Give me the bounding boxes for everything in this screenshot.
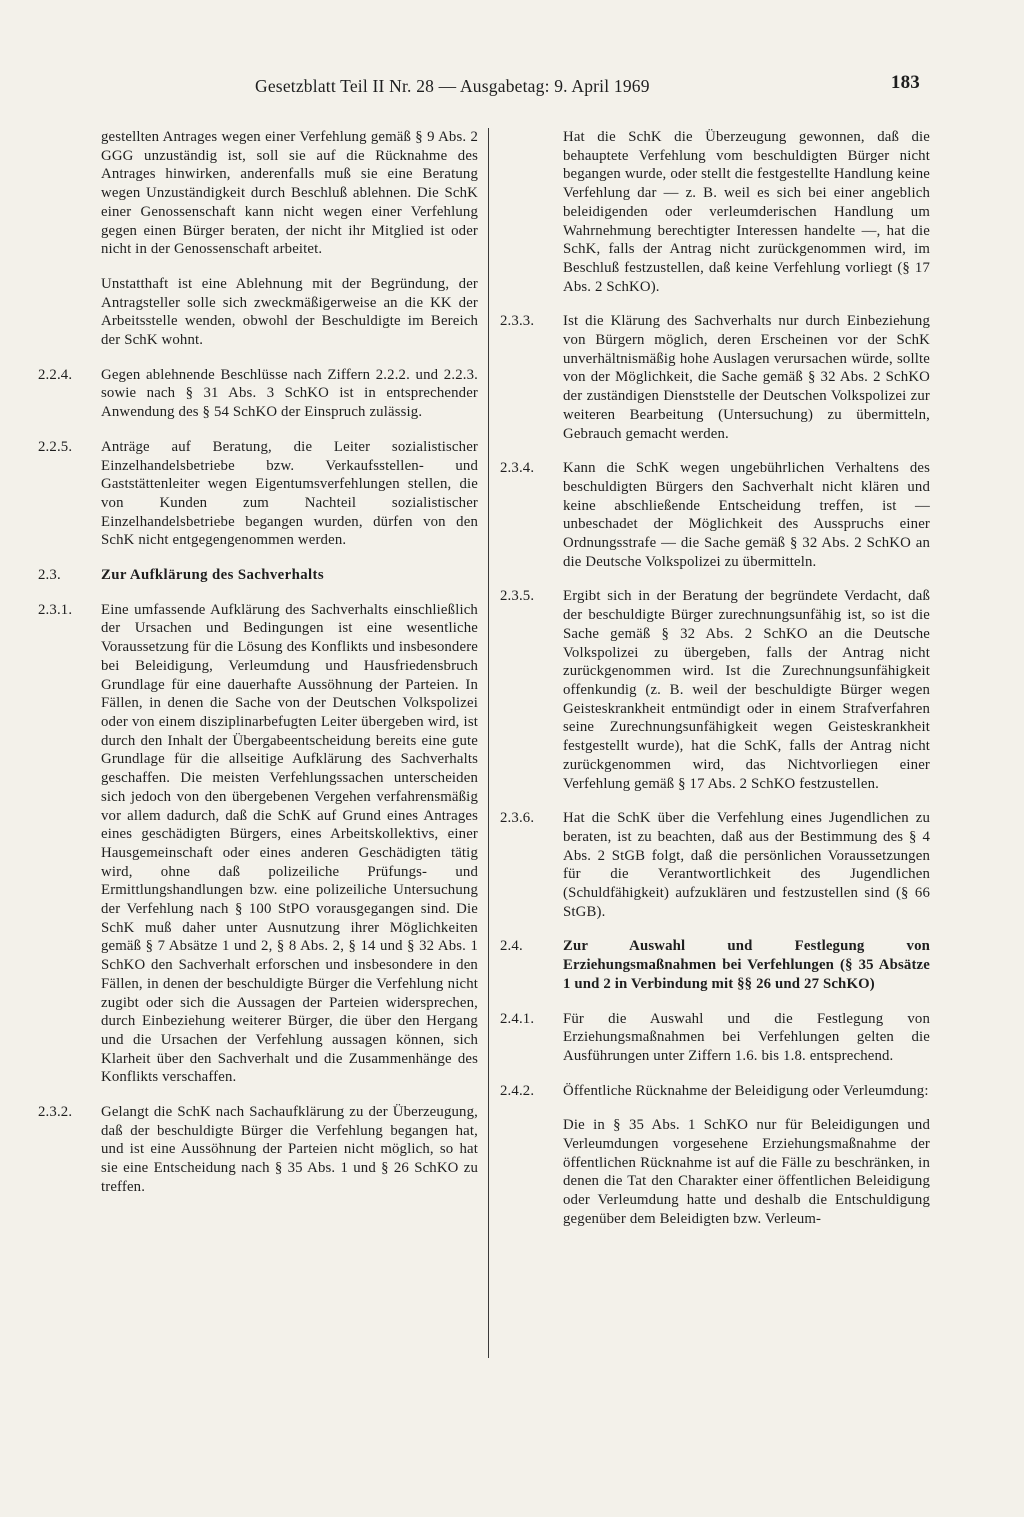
section-title: Zur Aufklärung des Sachverhalts [101, 567, 325, 584]
section-text: Gegen ablehnende Beschlüsse nach Ziffern 2.2.2. und 2.2.3. sowie nach § 31 Abs. 3 SchKO ist in entsprechender Anwendung des § 54 SchKO der Einspruch zulässig. [101, 366, 478, 421]
section-number: 2.2.4. [38, 366, 73, 383]
section-text: Für die Auswahl und die Festlegung von Erziehungsmaßnahmen bei Verfehlungen gelten die Ausführungen unter Ziffern 1.6. bis 1.8. entsprechend. [563, 1010, 930, 1064]
section-text: Ist die Klärung des Sachverhalts nur durch Einbeziehung von Bürgern möglich, deren Erscheinen vor der SchK unverhältnismäßig hohe Auslagen verursachen würde, sollte von der Möglichkeit, die Sache gemäß § 32 Abs. 2 SchKO der zuständigen Dienststelle der Deutschen Volkspolizei zur weiteren Bearbeitung (Untersuchung) zu übermitteln, Gebrauch gemacht werden. [563, 313, 930, 442]
section-number: 2.3.4. [500, 460, 535, 477]
header-title: Gesetzblatt Teil II Nr. 28 — Ausgabetag: 9. April 1969 [255, 76, 650, 96]
section-heading-2-3 [38, 566, 478, 585]
section-2-4-1 [500, 1010, 930, 1066]
section-2-2-4 [38, 366, 478, 422]
right-column [500, 128, 930, 1229]
page-header [255, 72, 920, 102]
paragraph: Hat die SchK die Überzeugung gewonnen, daß die behauptete Verfehlung vom beschuldigten Bürger nicht begangen wurde, oder stellt die festgestellte Handlung keine Verfehlung dar — z. B. weil es sich bei einer angeblich beleidigenden oder verleumderischen Handlung um Wahrnehmung berechtigter Interessen handelte —, hat die SchK, falls der Antrag nicht zurückgenommen wird, im Beschluß festzustellen, daß keine Verfehlung vorliegt (§ 17 Abs. 2 SchKO). [563, 129, 930, 295]
section-text: Hat die SchK über die Verfehlung eines Jugendlichen zu beraten, ist zu beachten, daß aus der Bestimmung des § 4 Abs. 2 StGB folgt, daß die persönlichen Voraussetzungen für die Verantwortlichkeit des Jugendlichen (Schuldfähigkeit) aufzuklären und festzustellen sind (§ 66 StGB). [563, 810, 930, 920]
column-divider [488, 128, 489, 1358]
section-text: Gelangt die SchK nach Sachaufklärung zu der Überzeugung, daß der beschuldigte Bürger die Verfehlung begangen hat, und ist eine Aussöhnung der Parteien nicht möglich, so hat sie eine Entscheidung nach § 35 Abs. 1 und § 26 SchKO zu treffen. [101, 1104, 478, 1195]
section-text: Kann die SchK wegen ungebührlichen Verhaltens des beschuldigten Bürgers den Sachverhalt nicht klären und keine abschließende Entscheidung treffen, ist — unbeschadet der Möglichkeit des Ausspruchs einer Ordnungsstrafe — die Sache gemäß § 32 Abs. 2 SchKO an die Deutsche Volkspolizei zu übermitteln. [563, 460, 930, 570]
section-text: Eine umfassende Aufklärung des Sachverhalts einschließlich der Ursachen und Bedingungen ist eine wesentliche Voraussetzung für die Lösung des Konflikts und insbesondere bei Beleidigung, Verleumdung und Hausfriedensbruch Grundlage für eine dauerhafte Aussöhnung der Parteien. In Fällen, in denen die Sache von der Deutschen Volkspolizei oder von einem disziplinarbefugten Leiter übergeben wird, ist durch den Inhalt der Übergabeentscheidung bereits eine gute Grundlage für die allseitige Aufklärung des Sachverhalts geschaffen. Die meisten Verfehlungssachen unterscheiden sich jedoch von den übergebenen Vergehen verfahrensmäßig vor allem dadurch, daß die SchK auf Grund eines Antrages eines geschädigten Bürgers, eines Arbeitskollektivs, einer Hausgemeinschaft oder eines anderen Geschädigten tätig wird, ohne daß polizeiliche Prüfungs- und Ermittlungshandlungen bzw. eine polizeiliche Untersuchung der Verfehlung nach § 100 StPO vorausgegangen sind. Die SchK muß daher unter Ausnutzung ihrer Möglichkeiten gemäß § 7 Absätze 1 und 2, § 8 Abs. 2, § 14 und § 32 Abs. 1 SchKO den Sachverhalt erforschen und insbesondere in den Fällen, in denen der beschuldigte Bürger die Verfehlung nicht zugibt oder sich die Aussagen der Parteien widersprechen, durch Einbeziehung weiterer Bürger, die über den Hergang und die Ursachen der Verfehlung aussagen können, sich Klarheit über den Sachverhalt und die Zusammenhänge des Konflikts verschaffen. [101, 601, 478, 1086]
section-number: 2.3.1. [38, 601, 73, 618]
paragraph: gestellten Antrages wegen einer Verfehlung gemäß § 9 Abs. 2 GGG unzuständig ist, soll sie auf die Rücknahme des Antrages hinwirken, anderenfalls muß sie eine Beratung wegen Unzuständigkeit durch Beschluß ablehnen. Die SchK einer Genossenschaft kann nicht wegen einer Verfehlung gegen einen Bürger beraten, der nicht ihr Mitglied ist oder nicht in der Genossenschaft arbeitet. [101, 129, 478, 258]
section-2-4-2 [500, 1082, 930, 1101]
section-number: 2.3.5. [500, 588, 535, 605]
paragraph: Die in § 35 Abs. 1 SchKO nur für Beleidigungen und Verleumdungen vorgesehene Erziehungsmaßnahme der öffentlichen Rücknahme ist auf die Fälle zu beschränken, in denen die Tat den Charakter einer öffentlichen Beleidigung oder Verleumdung hatte und deshalb die Entschuldigung gegenüber dem Beleidigten bzw. Verleum- [563, 1117, 930, 1227]
section-number: 2.3.3. [500, 313, 535, 330]
section-2-2-5 [38, 438, 478, 550]
section-heading-2-4 [500, 937, 930, 993]
section-2-3-2 [38, 1103, 478, 1197]
section-number: 2.3.6. [500, 810, 535, 827]
left-column [38, 128, 478, 1213]
section-number: 2.3. [38, 567, 61, 584]
paragraph: Unstatthaft ist eine Ablehnung mit der Begründung, der Antragsteller solle sich zweckmäßigerweise an die KK der Arbeitsstelle wenden, obwohl der Beschuldigte im Bereich der SchK wohnt. [101, 275, 478, 349]
section-text: Anträge auf Beratung, die Leiter sozialistischer Einzelhandelsbetriebe bzw. Verkaufsstellen- und Gaststättenleiter wegen Eigentumsverfehlungen stellen, die von Kunden zum Nachteil sozialistischer Einzelhandelsbetriebe begangen wurden, dürfen von den SchK nicht entgegengenommen werden. [101, 438, 478, 549]
section-number: 2.4.1. [500, 1010, 535, 1027]
section-2-3-6 [500, 809, 930, 921]
section-number: 2.2.5. [38, 438, 73, 455]
section-number: 2.4. [500, 938, 523, 955]
section-number: 2.3.2. [38, 1104, 73, 1121]
section-number: 2.4.2. [500, 1082, 535, 1099]
page-number: 183 [890, 72, 920, 93]
section-text: Ergibt sich in der Beratung der begründete Verdacht, daß der beschuldigte Bürger zurechnungsunfähig ist, so ist die Sache gemäß § 32 Abs. 2 SchKO an die Deutsche Volkspolizei zu übergeben, falls der Antrag nicht zurückgenommen wird. Ist die Zurechnungsunfähigkeit offenkundig (z. B. weil der beschuldigte Bürger wegen Geisteskrankheit entmündigt oder in einem Strafverfahren seine Zurechnungsunfähigkeit wegen Geisteskrankheit festgestellt wurde), hat die SchK, falls der Antrag nicht zurückgenommen wird, das Nichtvorliegen einer Verfehlung gemäß § 17 Abs. 2 SchKO festzustellen. [563, 588, 930, 792]
section-2-3-5 [500, 587, 930, 793]
section-2-3-1 [38, 601, 478, 1087]
section-text: Öffentliche Rücknahme der Beleidigung oder Verleumdung: [563, 1082, 929, 1099]
section-2-3-3 [500, 312, 930, 443]
section-2-3-4 [500, 459, 930, 571]
section-title: Zur Auswahl und Festlegung von Erziehungsmaßnahmen bei Verfehlungen (§ 35 Absätze 1 und 2 in Verbindung mit §§ 26 und 27 SchKO) [563, 938, 930, 992]
